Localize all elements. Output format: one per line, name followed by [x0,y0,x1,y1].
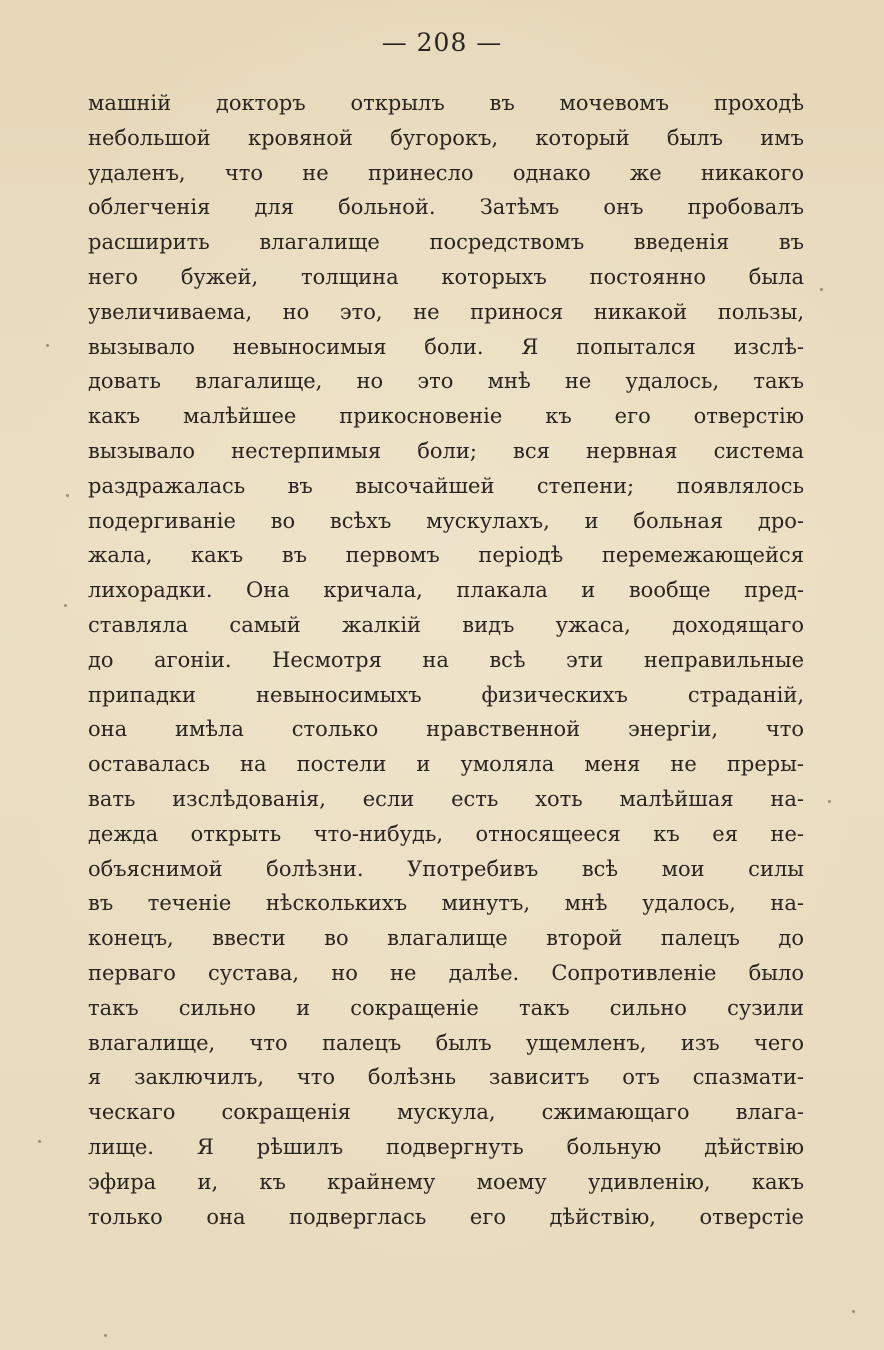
text-line: вызывало невыносимыя боли. Я попытался изслѣ- [88,334,804,359]
text-line: увеличиваема, но это, не принося никакой пользы, [88,299,804,324]
paper-speck [46,344,49,347]
text-line: вызывало нестерпимыя боли; вся нервная система [88,438,804,463]
text-line: припадки невыносимыхъ физическихъ страданій, [88,682,804,707]
text-line: я заключилъ, что болѣзнь зависитъ отъ спазмати- [88,1065,804,1090]
text-line: небольшой кровяной бугорокъ, который былъ имъ [88,125,804,150]
text-line: такъ сильно и сокращеніе такъ сильно сузили [88,995,804,1020]
text-line: перваго сустава, но не далѣе. Сопротивленіе было [88,960,804,985]
paper-speck [104,1334,107,1337]
text-line: лихорадки. Она кричала, плакала и вообще пред- [88,578,804,603]
text-line: какъ малѣйшее прикосновеніе къ его отверстію [88,404,804,429]
text-line: облегченія для больной. Затѣмъ онъ пробовалъ [88,195,804,220]
text-line: вать изслѣдованія, если есть хоть малѣйшая на- [88,786,804,811]
text-line: ческаго сокращенія мускула, сжимающаго влага- [88,1100,804,1125]
paper-speck [66,494,69,497]
paper-speck [820,288,823,291]
paper-speck [64,604,67,607]
text-line: раздражалась въ высочайшей степени; появлялось [88,473,804,498]
text-line: конецъ, ввести во влагалище второй палецъ до [88,926,804,951]
text-line: подергиваніе во всѣхъ мускулахъ, и больная дро- [88,508,804,533]
text-line: влагалище, что палецъ былъ ущемленъ, изъ чего [88,1030,804,1055]
text-line: него бужей, толщина которыхъ постоянно была [88,264,804,289]
text-line: до агоніи. Несмотря на всѣ эти неправильные [88,647,804,672]
paper-speck [852,1310,855,1313]
text-line: удаленъ, что не принесло однако же никакого [88,160,804,185]
paper-speck [828,800,831,803]
paper-speck [38,1140,41,1143]
text-line: лище. Я рѣшилъ подвергнуть больную дѣйствію [88,1134,804,1159]
text-line: оставалась на постели и умоляла меня не преры- [88,752,804,777]
text-line: расширить влагалище посредствомъ введенія въ [88,230,804,255]
text-line: довать влагалище, но это мнѣ не удалось, такъ [88,369,804,394]
text-line: жала, какъ въ первомъ періодѣ перемежающейся [88,543,804,568]
text-line: дежда открыть что-нибудь, относящееся къ ея не- [88,821,804,846]
text-line: ставляла самый жалкій видъ ужаса, доходящаго [88,612,804,637]
text-line: въ теченіе нѣсколькихъ минутъ, мнѣ удалось, на- [88,891,804,916]
text-line: она имѣла столько нравственной энергіи, что [88,717,804,742]
text-line: машній докторъ открылъ въ мочевомъ проходѣ [88,91,804,115]
page-number: — 208 — [381,28,503,57]
text-line: объяснимой болѣзни. Употребивъ всѣ мои силы [88,856,804,881]
text-line: эфира и, къ крайнему моему удивленію, какъ [88,1169,804,1194]
text-line: только она подверглась его дѣйствію, отверстіе [88,1204,804,1229]
body-text [88,86,804,1234]
